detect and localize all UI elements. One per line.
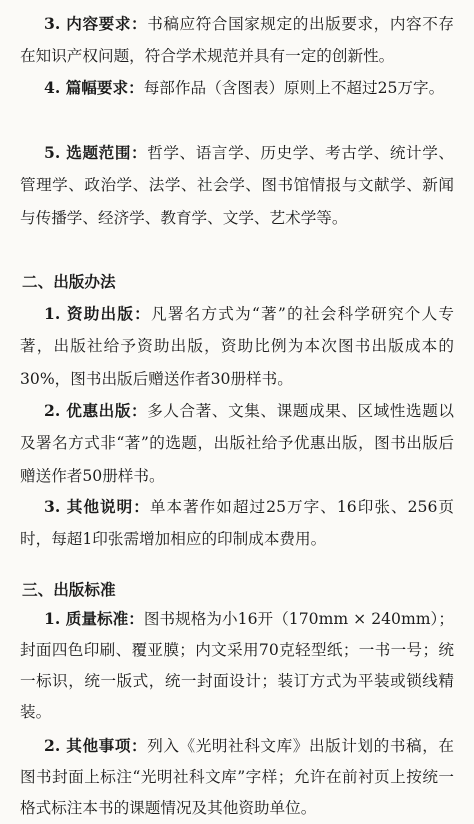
length-requirements-text: 每部作品（含图表）原则上不超过25万字。 bbox=[143, 79, 445, 97]
other-notes-text: 单本著作如超过25万字、16印张、256页时，每超1印张需增加相应的印制成本费用。 bbox=[20, 498, 454, 549]
subsidy-publishing-lead: 1. 资助出版： bbox=[44, 304, 151, 323]
publishing-method-heading: 二、出版办法 bbox=[22, 273, 116, 291]
other-notes-lead: 3. 其他说明： bbox=[44, 497, 150, 516]
subsidy-publishing-text: 凡署名方式为“著”的社会科学研究个人专著，出版社给予资助出版，资助比例为本次图书出版成本的30%，图书出版后赠送作者30册样书。 bbox=[20, 305, 454, 388]
other-matters-paragraph bbox=[20, 730, 454, 824]
other-matters-text: 列入《光明社科文库》出版计划的书稿，在图书封面上标注“光明社科文库”字样；允许在前衬页上按统一格式标注本书的课题情况及其他资助单位。 bbox=[20, 737, 454, 817]
other-matters-lead: 2. 其他事项： bbox=[44, 736, 148, 755]
length-requirements-lead: 4. 篇幅要求： bbox=[44, 78, 144, 97]
publishing-standards-heading: 三、出版标准 bbox=[22, 581, 116, 599]
topic-scope-text: 哲学、语言学、历史学、考古学、统计学、管理学、政治学、法学、社会学、图书馆情报与文献学、新闻与传播学、经济学、教育学、文学、艺术学等。 bbox=[20, 144, 454, 227]
content-requirements-text: 书稿应符合国家规定的出版要求，内容不存在知识产权问题，符合学术规范并具有一定的创新性。 bbox=[20, 15, 454, 66]
topic-scope-lead: 5. 选题范围： bbox=[44, 143, 148, 162]
quality-standards-text: 图书规格为小16开（170mm × 240mm）；封面四色印刷、覆亚膜；内文采用70克轻型纸；一书一号；统一标识，统一版式，统一封面设计；装订方式为平装或锁线精装。 bbox=[20, 610, 454, 721]
quality-standards-lead: 1. 质量标准： bbox=[44, 609, 144, 628]
discount-publishing-text: 多人合著、文集、课题成果、区域性选题以及署名方式非“著”的选题，出版社给予优惠出版，图书出版后赠送作者50册样书。 bbox=[20, 402, 454, 485]
content-requirements-lead: 3. 内容要求： bbox=[44, 14, 148, 33]
discount-publishing-lead: 2. 优惠出版： bbox=[44, 401, 148, 420]
